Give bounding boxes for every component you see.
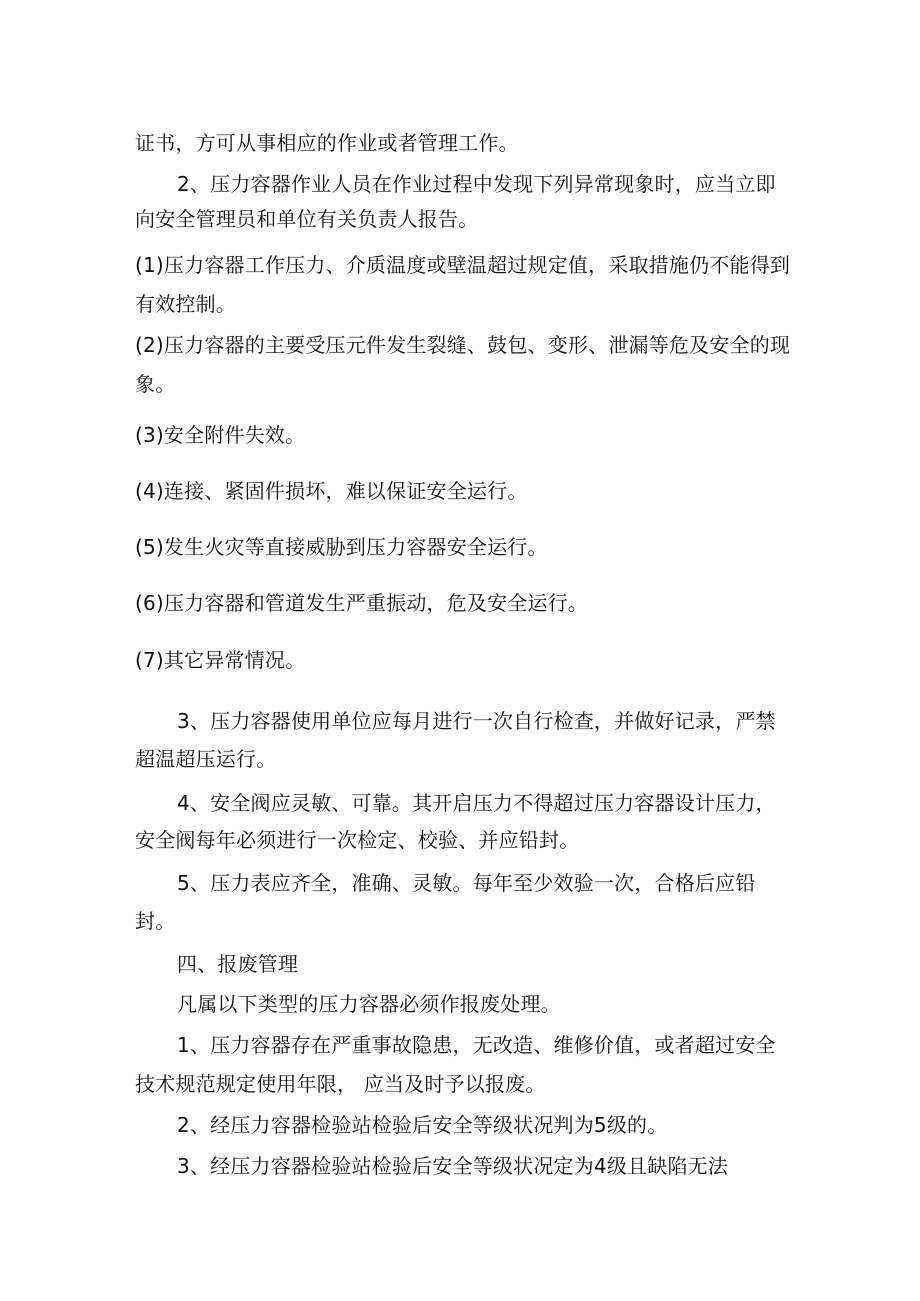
text-line: 有效控制。 (135, 292, 236, 316)
text-line: (2)压力容器的主要受压元件发生裂缝、鼓包、变形、泄漏等危及安全的现 (135, 333, 791, 357)
text-line: 4、安全阀应灵敏、可靠。其开启压力不得超过压力容器设计压力， (177, 791, 776, 815)
text-line: 证书，方可从事相应的作业或者管理工作。 (135, 131, 519, 155)
text-line: 3、压力容器使用单位应每月进行一次自行检查，并做好记录，严禁 (177, 709, 776, 733)
text-line: 2、压力容器作业人员在作业过程中发现下列异常现象时，应当立即 (177, 172, 776, 196)
text-line: 封。 (135, 909, 176, 933)
text-line: (7)其它异常情况。 (135, 648, 306, 672)
text-line: 超温超压运行。 (135, 747, 277, 771)
text-line: (3)安全附件失效。 (135, 423, 306, 447)
text-line: 技术规范规定使用年限， 应当及时予以报废。 (135, 1072, 546, 1096)
text-line: 3、经压力容器检验站检验后安全等级状况定为4级且缺陷无法 (177, 1154, 729, 1178)
text-line: 凡属以下类型的压力容器必须作报废处理。 (177, 992, 561, 1016)
text-line: 1、压力容器存在严重事故隐患，无改造、维修价值，或者超过安全 (177, 1033, 776, 1057)
text-line: (1)压力容器工作压力、介质温度或壁温超过规定值，采取措施仍不能得到 (135, 253, 791, 277)
text-line: 安全阀每年必须进行一次检定、校验、并应铅封。 (135, 828, 580, 852)
text-line: 向安全管理员和单位有关负责人报告。 (135, 207, 479, 231)
section-heading: 四、报废管理 (177, 952, 299, 976)
text-line: (5)发生火灾等直接威胁到压力容器安全运行。 (135, 535, 548, 559)
text-line: 象。 (135, 372, 176, 396)
text-line: (6)压力容器和管道发生严重振动，危及安全运行。 (135, 591, 589, 615)
text-line: 2、经压力容器检验站检验后安全等级状况判为5级的。 (177, 1113, 668, 1137)
text-line: (4)连接、紧固件损坏，难以保证安全运行。 (135, 479, 528, 503)
text-line: 5、压力表应齐全，准确、灵敏。每年至少效验一次，合格后应铅 (177, 871, 756, 895)
